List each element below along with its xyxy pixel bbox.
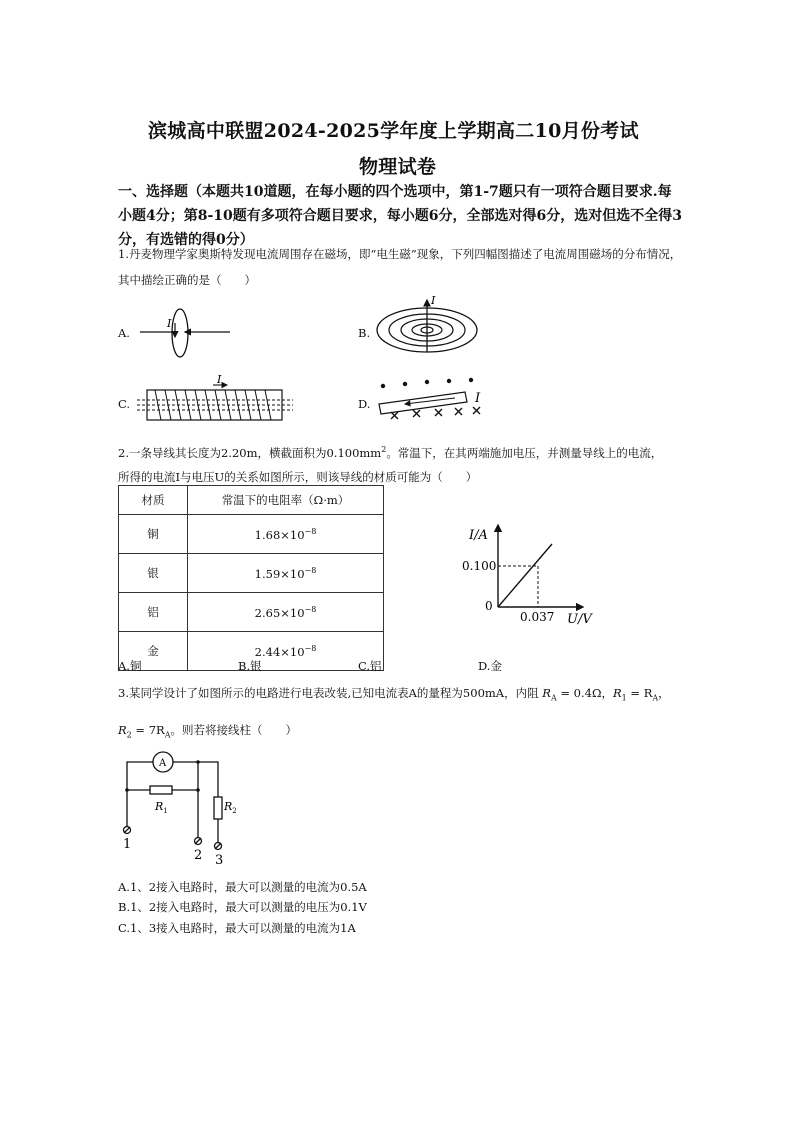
q3-circuit xyxy=(115,752,245,867)
table-row xyxy=(119,593,384,632)
q2-option-d: D.金 xyxy=(478,659,502,673)
q1-option-c: C. xyxy=(118,397,131,411)
resistivity-table xyxy=(118,485,384,671)
q2-option-b: B.银 xyxy=(238,659,262,673)
question-3-stem: 3.某同学设计了如图所示的电路进行电表改装,已知电流表A的量程为500mA，内阻 $R_A = 0.4\Omega$，$R_1 = R_A$， xyxy=(118,686,670,703)
graph-x-tick: 0.037 xyxy=(520,610,555,624)
terminal-2-label: 2 xyxy=(194,848,203,863)
q2-option-a: A.铜 xyxy=(118,659,142,673)
graph-origin: 0 xyxy=(485,599,493,613)
q3-option-b: B.1、2接入电路时，最大可以测量的电压为0.1V xyxy=(118,900,367,914)
graph-y-tick: 0.100 xyxy=(462,559,497,573)
table-row xyxy=(119,515,384,554)
section-heading: 一、选择题（本题共10道题，在每小题的四个选项中，第1-7题只有一项符合题目要求.每小题4分；第8-10题有多项符合题目要求，每小题6分，全部选对得6分，选对但选不全得3分，有选错的得0分） xyxy=(118,184,682,248)
q1-option-b: B. xyxy=(358,326,371,340)
table-cell-material: 铝 xyxy=(119,593,188,632)
circuit-ammeter-label: A xyxy=(159,758,167,769)
table-cell-resistivity: $1.59\times 10^{-8}$ xyxy=(188,554,384,593)
q2-stem-part2: 。常温下，在其两端施加电压，并测量导线上的电流， xyxy=(386,445,663,460)
table-cell-material: 金 xyxy=(119,632,188,671)
figure-c-current-label: I xyxy=(217,373,222,386)
circuit-r1-label: $R_1$ xyxy=(155,800,168,815)
table-header-material: 材质 xyxy=(119,486,188,515)
exam-title: 滨城高中联盟2024-2025学年度上学期高二10月份考试 xyxy=(148,120,639,142)
exam-subtitle: 物理试卷 xyxy=(359,156,437,178)
figure-a-current-label: I xyxy=(167,317,172,330)
q2-stem-unit: mm xyxy=(359,445,382,460)
question-2-stem-line2: 所得的电流I与电压U的关系如图所示，则该导线的材质可能为（ ） xyxy=(118,470,478,484)
q1-option-a: A. xyxy=(118,326,130,340)
table-header-resistivity: 常温下的电阻率（Ω·m） xyxy=(188,486,384,515)
terminal-3-label: 3 xyxy=(215,853,224,868)
circuit-r2-label: $R_2$ xyxy=(224,800,237,815)
figure-c-solenoid xyxy=(135,373,295,425)
graph-x-label: U/V xyxy=(567,612,592,627)
question-2-stem xyxy=(118,437,684,466)
q3-option-a: A.1、2接入电路时，最大可以测量的电流为0.5A xyxy=(118,880,367,894)
figure-d-wire-field xyxy=(375,374,495,424)
q2-stem-part1: 2.一条导线其长度为2.20m，横截面积为0.100 xyxy=(118,445,360,460)
q2-option-c: C.铝 xyxy=(358,659,382,673)
table-cell-resistivity: $2.44\times 10^{-8}$ xyxy=(188,632,384,671)
q1-option-d: D. xyxy=(358,397,371,411)
table-cell-material: 银 xyxy=(119,554,188,593)
graph-y-label: I/A xyxy=(469,528,488,543)
table-cell-resistivity: $2.65\times 10^{-8}$ xyxy=(188,593,384,632)
table-cell-resistivity: $1.68\times 10^{-8}$ xyxy=(188,515,384,554)
figure-a-wire-ring xyxy=(135,305,235,365)
question-3-stem-line2: $R_2 = 7R_A$。则若将接线柱（ ） xyxy=(118,723,297,740)
terminal-1-label: 1 xyxy=(123,837,132,852)
q2-stem-unit-exp: 2 xyxy=(381,445,387,454)
table-header-row xyxy=(119,486,384,515)
iu-graph xyxy=(455,515,615,630)
figure-d-current-label: I xyxy=(475,391,481,406)
table-cell-material: 铜 xyxy=(119,515,188,554)
figure-b-current-label: I xyxy=(431,294,436,307)
figure-b-concentric-field xyxy=(375,292,485,362)
question-1-stem: 1.丹麦物理学家奥斯特发现电流周围存在磁场，即“电生磁”现象，下列四幅图描述了电流周围磁场的分布情况，其中描绘正确的是（ ） xyxy=(118,247,682,287)
table-row xyxy=(119,554,384,593)
q3-option-c: C.1、3接入电路时，最大可以测量的电流为1A xyxy=(118,921,356,935)
